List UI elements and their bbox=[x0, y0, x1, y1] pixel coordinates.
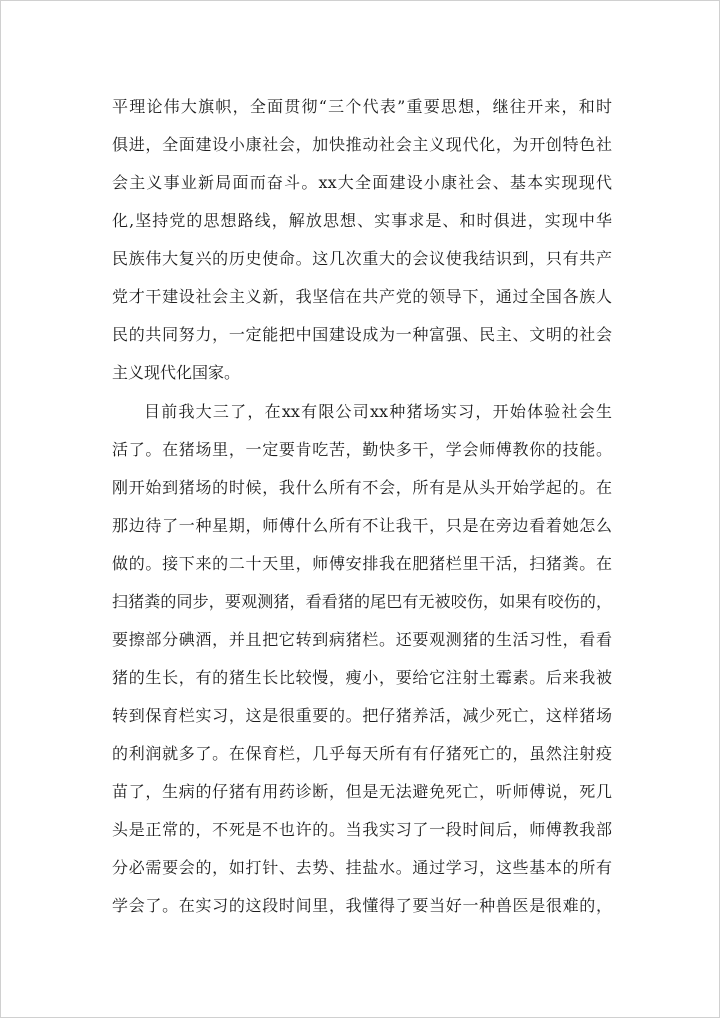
text-line: 活了。在猪场里，一定要肯吃苦，勤快多干，学会师傅教你的技能。 bbox=[112, 440, 612, 459]
text-line: 主义现代化国家。 bbox=[112, 363, 241, 382]
text-line: 民族伟大复兴的历史使命。这几次重大的会议使我结识到，只有共产 bbox=[112, 249, 612, 268]
text-line: 苗了，生病的仔猪有用药诊断，但是无法避免死亡，听师傅说，死几 bbox=[112, 782, 612, 801]
text-line: 分必需要会的，如打针、去势、挂盐水。通过学习，这些基本的所有 bbox=[112, 858, 612, 877]
text-line: 俱进，全面建设小康社会，加快推动社会主义现代化，为开创特色社 bbox=[112, 135, 612, 154]
text-line: 党才干建设社会主义新，我坚信在共产党的领导下，通过全国各族人 bbox=[112, 287, 612, 306]
text-line: 的利润就多了。在保育栏，几乎每天所有有仔猪死亡的，虽然注射疫 bbox=[112, 744, 612, 763]
text-line: 化,坚持党的思想路线，解放思想、实事求是、和时俱进，实现中华 bbox=[112, 211, 612, 230]
text-line: 那边待了一种星期，师傅什么所有不让我干，只是在旁边看着她怎么 bbox=[112, 516, 612, 535]
text-line: 学会了。在实习的这段时间里，我懂得了要当好一种兽医是很难的， bbox=[112, 896, 612, 915]
text-line: 目前我大三了，在xx有限公司xx种猪场实习，开始体验社会生 bbox=[144, 402, 612, 421]
text-line: 平理论伟大旗帜，全面贯彻“三个代表”重要思想，继往开来，和时 bbox=[112, 97, 612, 116]
text-line: 民的共同努力，一定能把中国建设成为一种富强、民主、文明的社会 bbox=[112, 325, 612, 344]
text-line: 要擦部分碘酒，并且把它转到病猪栏。还要观测猪的生活习性，看看 bbox=[112, 630, 612, 649]
text-line: 猪的生长，有的猪生长比较慢，瘦小，要给它注射土霉素。后来我被 bbox=[112, 668, 612, 687]
text-line: 刚开始到猪场的时候，我什么所有不会，所有是从头开始学起的。在 bbox=[112, 478, 612, 497]
text-line: 转到保育栏实习，这是很重要的。把仔猪养活，减少死亡，这样猪场 bbox=[112, 706, 612, 725]
text-line: 会主义事业新局面而奋斗。xx大全面建设小康社会、基本实现现代 bbox=[112, 173, 612, 192]
text-line: 头是正常的，不死是不也许的。当我实习了一段时间后，师傅教我部 bbox=[112, 820, 612, 839]
text-line: 扫猪粪的同步，要观测猪，看看猪的尾巴有无被咬伤，如果有咬伤的， bbox=[112, 592, 612, 611]
text-line: 做的。接下来的二十天里，师傅安排我在肥猪栏里干活，扫猪粪。在 bbox=[112, 554, 612, 573]
